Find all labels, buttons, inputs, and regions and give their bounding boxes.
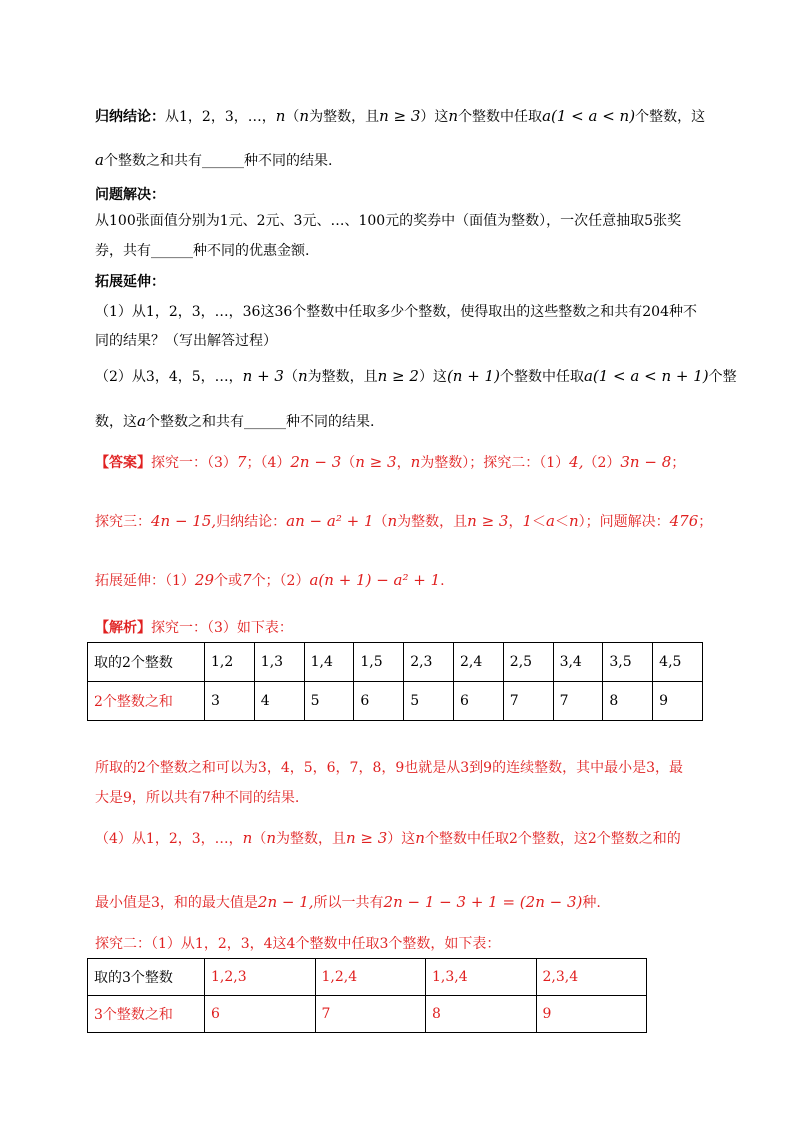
table-header-cell: 取的3个整数	[88, 959, 205, 996]
text: ）这	[387, 831, 416, 847]
table-cell: 2,5	[503, 643, 553, 682]
text: ；	[671, 455, 686, 471]
analysis-para-1-line-1: 所取的2个整数之和可以为3，4，5，6，7，8，9也就是从3到9的连续整数，其中最小是3，最	[95, 760, 683, 776]
table-row	[88, 643, 703, 682]
table-cell: 6	[453, 682, 503, 721]
table-cell: 2,3,4	[536, 959, 647, 996]
table-cell: 4	[254, 682, 304, 721]
text: （2）	[583, 455, 621, 471]
text: 归纳结论：	[216, 514, 287, 530]
math-a: a	[546, 512, 555, 530]
table-cell: 7	[553, 682, 603, 721]
math-condition: n ≥ 2	[377, 367, 419, 385]
analysis-explore-2-line: 探究二：（1）从1，2，3，4这4个整数中任取3个整数，如下表：	[95, 936, 501, 952]
text: ）这	[420, 109, 449, 125]
text: 个整数中任取	[499, 369, 584, 385]
math-value: 476	[669, 512, 699, 530]
problem-line-2: 券，共有______种不同的优惠金额.	[95, 243, 310, 259]
math-expression: an − a² + 1	[286, 512, 374, 530]
math-n: n	[448, 107, 459, 125]
text: （	[252, 831, 267, 847]
math-expression: (n + 1)	[446, 367, 500, 385]
answer-line-1	[95, 452, 685, 473]
text: ；	[698, 514, 713, 530]
answer-line-3	[95, 570, 445, 591]
table-cell: 2,3	[404, 643, 454, 682]
text: 个；（2）	[251, 573, 310, 589]
extension-q1-line-2: 同的结果？（写出解答过程）	[95, 333, 277, 349]
text: 个整数中任取2个整数，这2个整数之和的	[424, 831, 681, 847]
text: （	[373, 514, 388, 530]
text: 为整数）；探究二：（1）	[420, 455, 570, 471]
induction-line-1	[95, 106, 705, 127]
analysis-intro-line	[95, 618, 293, 638]
text: 个整数中任取	[458, 109, 543, 125]
text: （4）从1，2，3，…，	[95, 831, 243, 847]
text: 个整	[708, 369, 737, 385]
math-value: 29	[194, 571, 215, 589]
math-value: 7	[236, 453, 247, 471]
table-row	[88, 682, 703, 721]
extension-q2-line-1	[95, 366, 737, 387]
math-condition: n ≥ 3	[467, 512, 509, 530]
math-condition: n ≥ 3	[355, 453, 397, 471]
problem-label: 问题解决：	[95, 187, 165, 203]
text: ）这	[418, 369, 447, 385]
text: 所以一共有	[313, 895, 384, 911]
table-cell: 3,5	[603, 643, 653, 682]
math-expression: 2n − 1,	[257, 893, 314, 911]
math-n: n	[275, 107, 286, 125]
analysis-q4-line-2	[95, 892, 601, 913]
math-expression: 2n − 1 − 3 + 1 = (2n − 3)	[383, 893, 583, 911]
answer-label: 【答案】	[95, 455, 151, 471]
text: 为整数，且	[397, 514, 468, 530]
table-cell: 6	[205, 996, 316, 1033]
text: （2）从3，4，5，…，	[95, 369, 243, 385]
math-expression: a(1 < a < n + 1)	[583, 367, 709, 385]
table-cell: 2,4	[453, 643, 503, 682]
math-expression: 3n − 8	[620, 453, 672, 471]
math-n: n	[266, 829, 276, 847]
math-value: 7	[242, 571, 252, 589]
analysis-q4-line-1	[95, 828, 681, 849]
table-row	[88, 959, 647, 996]
math-condition: n ≥ 3	[345, 829, 388, 847]
text: ；（4）	[246, 455, 291, 471]
text: 探究三：	[95, 514, 151, 530]
text: ＜	[554, 514, 569, 530]
math-n: n	[299, 107, 310, 125]
math-n: n	[242, 829, 253, 847]
table-cell: 1,3	[254, 643, 304, 682]
math-expression: a(n + 1) − a² + 1	[309, 571, 441, 589]
text: 为整数，且	[309, 109, 380, 125]
math-n: n	[568, 512, 579, 530]
math-expression: 2n − 3	[290, 453, 342, 471]
text: 个整数之和共有______种不同的结果.	[145, 414, 375, 430]
table-cell: 1,2,3	[205, 959, 316, 996]
answer-line-2	[95, 511, 712, 532]
table-header-cell: 2个整数之和	[88, 682, 205, 721]
table-cell: 1,5	[354, 643, 404, 682]
analysis-para-1-line-2: 大是9，所以共有7种不同的结果.	[95, 790, 300, 806]
table-header-cell: 3个整数之和	[88, 996, 205, 1033]
table-two-integers	[87, 642, 703, 721]
table-cell: 8	[603, 682, 653, 721]
math-value: 1	[522, 512, 533, 530]
problem-line-1: 从100张面值分别为1元、2元、3元、…、100元的奖券中（面值为整数），一次任意抽取5张奖	[95, 213, 682, 229]
induction-label: 归纳结论：	[95, 109, 165, 125]
extension-q2-line-2	[95, 411, 374, 432]
table-cell: 4,5	[653, 643, 703, 682]
extension-label: 拓展延伸：	[95, 274, 165, 290]
math-expression: n + 3	[242, 367, 284, 385]
text: 个整数，这	[635, 109, 706, 125]
text: （	[283, 369, 298, 385]
text: 个或	[214, 573, 243, 589]
table-header-cell: 取的2个整数	[88, 643, 205, 682]
text: 从1，2，3，…，	[165, 109, 276, 125]
text: .	[440, 573, 445, 589]
table-cell: 9	[536, 996, 647, 1033]
text: 种.	[582, 895, 601, 911]
text: 探究一：（3）	[151, 455, 237, 471]
math-condition: n ≥ 3	[379, 107, 421, 125]
table-row	[88, 996, 647, 1033]
induction-line-2	[95, 150, 332, 171]
math-n: n	[387, 512, 398, 530]
math-value: 4,	[569, 453, 584, 471]
math-n: n	[415, 829, 425, 847]
text: 最小值是3，和的最大值是	[95, 895, 258, 911]
math-expression: 4n − 15,	[151, 512, 217, 530]
text: （	[341, 455, 356, 471]
text: （	[285, 109, 300, 125]
math-n: n	[410, 453, 421, 471]
text: 探究一：（3）如下表：	[151, 620, 293, 636]
text: ）；问题解决：	[578, 514, 670, 530]
table-cell: 7	[503, 682, 553, 721]
math-a: a	[137, 412, 146, 430]
text: 个整数之和共有______种不同的结果.	[103, 153, 333, 169]
table-cell: 6	[354, 682, 404, 721]
table-cell: 3,4	[553, 643, 603, 682]
text: 为整数，且	[307, 369, 378, 385]
table-cell: 1,3,4	[426, 959, 537, 996]
table-cell: 8	[426, 996, 537, 1033]
text: 拓展延伸：（1）	[95, 573, 195, 589]
table-cell: 5	[304, 682, 354, 721]
table-three-integers	[87, 958, 647, 1033]
table-cell: 5	[404, 682, 454, 721]
text: 为整数，且	[275, 831, 346, 847]
text: 数，这	[95, 414, 137, 430]
table-cell: 1,4	[304, 643, 354, 682]
math-n: n	[297, 367, 308, 385]
analysis-label: 【解析】	[95, 620, 151, 636]
table-cell: 3	[205, 682, 255, 721]
extension-q1-line-1: （1）从1，2，3，…，36这36个整数中任取多少个整数，使得取出的这些整数之和共有204种不	[95, 304, 697, 320]
text: ，	[508, 514, 523, 530]
table-cell: 9	[653, 682, 703, 721]
table-cell: 1,2,4	[315, 959, 426, 996]
math-a: a	[95, 151, 104, 169]
text: ，	[396, 455, 411, 471]
table-cell: 7	[315, 996, 426, 1033]
text: ＜	[532, 514, 547, 530]
table-cell: 1,2	[205, 643, 255, 682]
math-expression: a(1 < a < n)	[542, 107, 636, 125]
